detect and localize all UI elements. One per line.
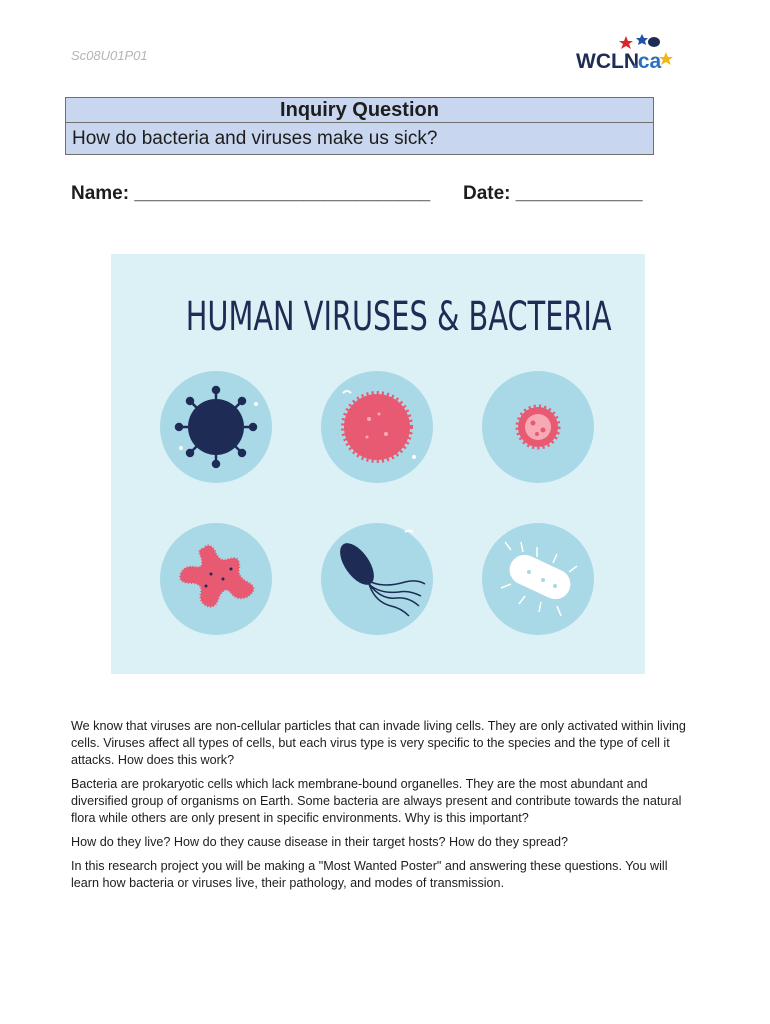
name-field[interactable]: Name: ____________________________ [71, 183, 431, 204]
microbe-illustration [111, 254, 645, 674]
logo-suffix: .ca [632, 50, 662, 73]
wcln-logo [574, 30, 674, 74]
virus-pink-small-icon [518, 407, 558, 447]
date-field[interactable]: Date: ____________ [463, 183, 643, 204]
inquiry-question: How do bacteria and viruses make us sick? [66, 123, 653, 154]
red-star-icon [619, 36, 633, 49]
paragraph-project: In this research project you will be making a "Most Wanted Poster" and answering these questions. You will learn how bacteria or viruses live, their pathology, and modes of transmission. [71, 859, 668, 890]
intro-text [71, 718, 686, 899]
bird-icon [648, 37, 660, 47]
logo-text: WCLN [576, 50, 639, 73]
paragraph-questions: How do they live? How do they cause disease in their target hosts? How do they spread? [71, 835, 569, 849]
microbe-poster [111, 254, 645, 674]
inquiry-title: Inquiry Question [66, 98, 653, 123]
paragraph-bacteria: Bacteria are prokaryotic cells which lack membrane-bound organelles. They are the most abundant and diversified group of organisms on Earth. Some bacteria are always present and contribute towards the natural flora while others are only present in specific environments. Why is this important? [71, 777, 682, 825]
document-code: Sc08U01P01 [71, 48, 148, 63]
inquiry-box [65, 97, 654, 155]
blue-star-icon [636, 34, 648, 45]
coronavirus-navy-icon [176, 387, 258, 467]
poster-title: HUMAN VIRUSES & BACTERIA [185, 294, 612, 340]
paragraph-viruses: We know that viruses are non-cellular particles that can invade living cells. They are only activated within living cells. Viruses affect all types of cells, but each virus type is very specific to the species and the type of cell it attacks. How does this work? [71, 719, 686, 767]
